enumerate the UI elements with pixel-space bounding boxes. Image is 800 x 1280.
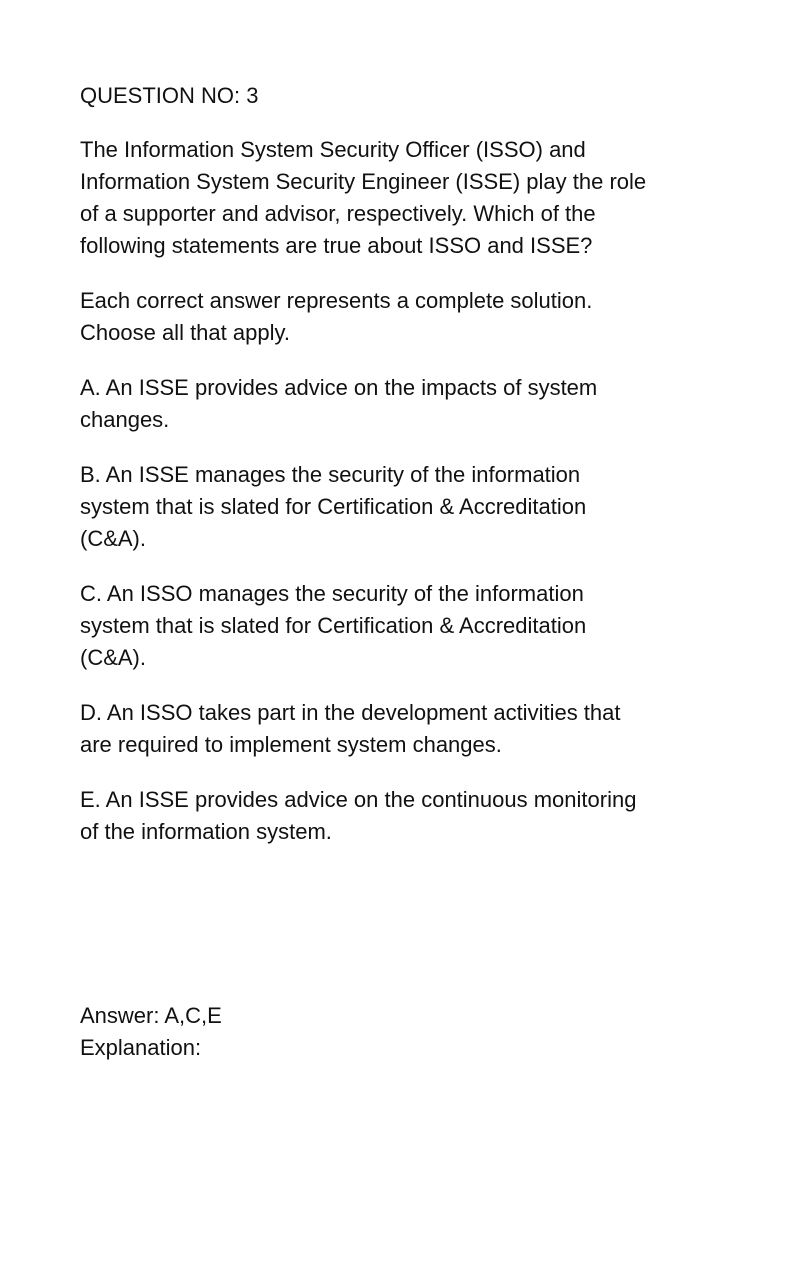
- instruction-text: [80, 285, 592, 349]
- instruction-line: Each correct answer represents a complete solution.: [80, 288, 593, 313]
- option-line: B. An ISSE manages the security of the information: [80, 462, 581, 487]
- option-c: [80, 578, 586, 674]
- question-number-text: QUESTION NO: 3: [80, 83, 259, 108]
- question-text: [80, 134, 646, 262]
- option-b: [80, 459, 586, 555]
- option-line: C. An ISSO manages the security of the information: [80, 581, 584, 606]
- option-line: A. An ISSE provides advice on the impacts of system: [80, 375, 598, 400]
- instruction-line: Choose all that apply.: [80, 320, 290, 345]
- option-line: of the information system.: [80, 819, 332, 844]
- explanation-label: Explanation:: [80, 1035, 202, 1060]
- question-line: following statements are true about ISSO and ISSE?: [80, 233, 593, 258]
- question-number: [80, 80, 258, 112]
- answer-section: [80, 1000, 222, 1064]
- option-line: system that is slated for Certification & Accreditation: [80, 494, 587, 519]
- question-line: The Information System Security Officer (ISSO) and: [80, 137, 586, 162]
- option-line: E. An ISSE provides advice on the continuous monitoring: [80, 787, 637, 812]
- option-d: [80, 697, 621, 761]
- answer-text: Answer: A,C,E: [80, 1003, 222, 1028]
- option-line: (C&A).: [80, 645, 146, 670]
- option-line: system that is slated for Certification & Accreditation: [80, 613, 587, 638]
- option-line: D. An ISSO takes part in the development activities that: [80, 700, 621, 725]
- option-line: changes.: [80, 407, 170, 432]
- question-line: Information System Security Engineer (ISSE) play the role: [80, 169, 647, 194]
- question-line: of a supporter and advisor, respectively. Which of the: [80, 201, 596, 226]
- option-line: are required to implement system changes.: [80, 732, 502, 757]
- option-e: [80, 784, 636, 848]
- option-line: (C&A).: [80, 526, 146, 551]
- option-a: [80, 372, 597, 436]
